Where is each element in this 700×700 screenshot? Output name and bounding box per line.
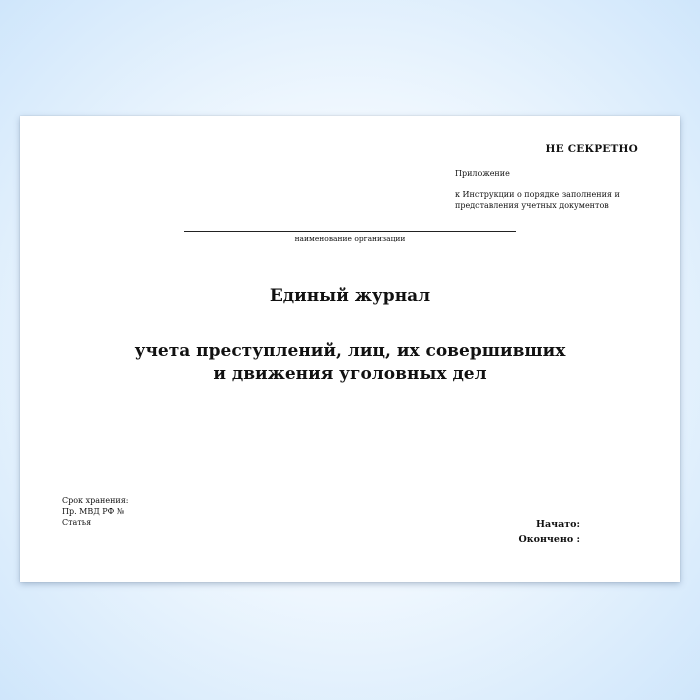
appendix-title: Приложение — [455, 169, 510, 178]
appendix-block — [455, 168, 620, 211]
finished-label: Окончено : — [518, 534, 580, 545]
document-subtitle — [20, 340, 680, 386]
storage-block — [62, 495, 128, 528]
subtitle-line: и движения уголовных дел — [213, 364, 487, 384]
subtitle-line: учета преступлений, лиц, их совершивших — [134, 341, 566, 361]
secrecy-stamp: НЕ СЕКРЕТНО — [545, 143, 638, 155]
storage-period-label: Срок хранения: — [62, 496, 129, 505]
document-page — [20, 116, 680, 582]
article-label: Статья — [62, 518, 92, 527]
organization-caption: наименование организации — [294, 234, 406, 243]
document-title: Единый журнал — [269, 286, 431, 306]
appendix-line: к Инструкции о порядке заполнения и — [455, 190, 620, 199]
started-label: Начато: — [536, 519, 580, 530]
appendix-line: представления учетных документов — [455, 201, 609, 210]
organization-underline — [184, 231, 516, 232]
dates-block — [518, 517, 580, 547]
order-number-label: Пр. МВД РФ № — [62, 507, 125, 516]
